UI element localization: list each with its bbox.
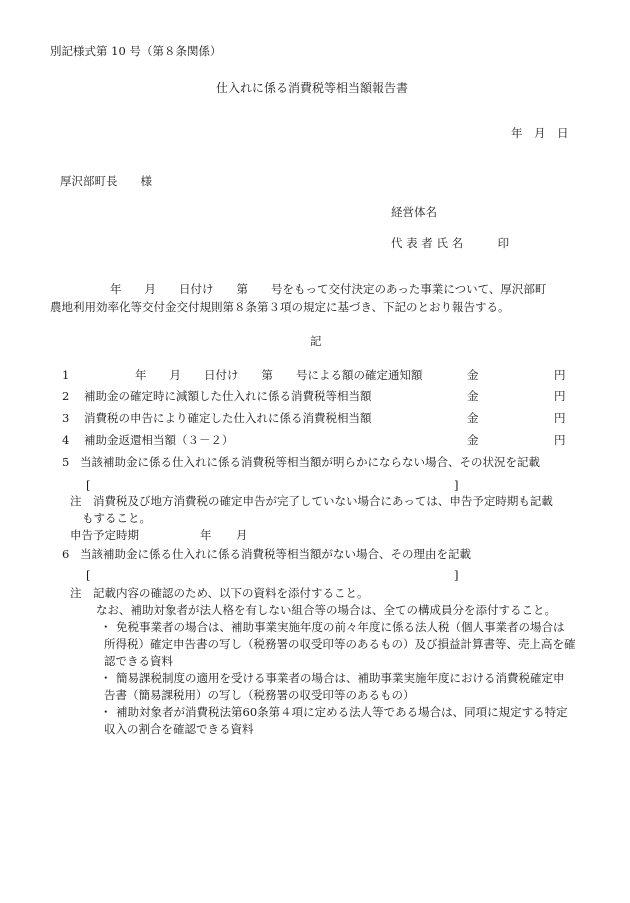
bracket-close: ] bbox=[454, 568, 459, 582]
document-title: 仕入れに係る消費税等相当額報告書 bbox=[216, 81, 409, 95]
bracket-open: [ bbox=[86, 478, 91, 492]
bullet-line: 告書（簡易課税用）の写し（税務署の収受印等のあるもの） bbox=[104, 688, 415, 702]
item-text: 当該補助金に係る仕入れに係る消費税等相当額がない場合、その理由を記載 bbox=[80, 547, 471, 561]
entity-label: 経営体名 bbox=[391, 205, 437, 219]
bullet-line: 簡易課税制度の適用を受ける事業者の場合は、補助事業実施年度における消費税確定申 bbox=[116, 671, 565, 685]
item-yen: 円 bbox=[554, 368, 566, 382]
item-number: 6 bbox=[62, 547, 70, 561]
note-2-line-2: なお、補助対象者が法人格を有しない組合等の場合は、全ての構成員分を添付すること。 bbox=[96, 603, 556, 617]
item-number: 3 bbox=[62, 411, 70, 425]
item-number: 2 bbox=[62, 389, 70, 403]
bullet-line: 免税事業者の場合は、補助事業実施年度の前々年度に係る法人税（個人事業者の場合は bbox=[116, 620, 565, 634]
item-number: 5 bbox=[62, 455, 70, 469]
item-number: 1 bbox=[62, 368, 70, 382]
form-number: 別記様式第 10 号（第８条関係） bbox=[50, 44, 222, 58]
bullet-line: 所得税）確定申告書の写し（税務署の収受印等のあるもの）及び損益計算書等、売上高を確 bbox=[104, 637, 576, 651]
item-text: 補助金返還相当額（３－２） bbox=[84, 433, 234, 447]
body-line-1: 年 月 日付け 第 号をもって交付決定のあった事業について、厚沢部町 bbox=[110, 282, 547, 296]
date-line: 年 月 日 bbox=[511, 126, 569, 140]
item-yen: 円 bbox=[554, 389, 566, 403]
item-text: 当該補助金に係る仕入れに係る消費税等相当額が明らかにならない場合、その状況を記載 bbox=[80, 455, 540, 469]
bullet-line: 補助対象者が消費税法第60条第４項に定める法人等である場合は、同項に規定する特定 bbox=[116, 705, 568, 719]
item-kin: 金 bbox=[467, 433, 479, 447]
note-2-line-1: 注 記載内容の確認のため、以下の資料を添付すること。 bbox=[70, 586, 369, 600]
ki-heading: 記 bbox=[310, 334, 322, 348]
note-1-line-2: もすること。 bbox=[82, 511, 151, 525]
bullet-line: 収入の割合を確認できる資料 bbox=[104, 722, 254, 736]
item-text: 年 月 日付け 第 号による額の確定通知額 bbox=[135, 368, 423, 382]
item-text: 消費税の申告により確定した仕入れに係る消費税相当額 bbox=[84, 411, 372, 425]
item-kin: 金 bbox=[467, 389, 479, 403]
item-yen: 円 bbox=[554, 411, 566, 425]
body-line-2: 農地利用効率化等交付金交付規則第８条第３項の規定に基づき、下記のとおり報告する。 bbox=[50, 300, 510, 314]
bullet-mark: ・ bbox=[100, 671, 112, 685]
item-kin: 金 bbox=[467, 411, 479, 425]
bracket-open: [ bbox=[86, 568, 91, 582]
item-text: 補助金の確定時に減額した仕入れに係る消費税等相当額 bbox=[84, 389, 372, 403]
item-number: 4 bbox=[62, 433, 70, 447]
bullet-mark: ・ bbox=[100, 620, 112, 634]
note-1-line-1: 注 消費税及び地方消費税の確定申告が完了していない場合にあっては、申告予定時期も記載 bbox=[70, 494, 553, 508]
bracket-close: ] bbox=[454, 478, 459, 492]
bullet-line: 認できる資料 bbox=[104, 654, 173, 668]
filing-month-unit: 月 bbox=[236, 528, 248, 542]
bullet-mark: ・ bbox=[100, 705, 112, 719]
filing-label: 申告予定時期 bbox=[70, 528, 139, 542]
item-kin: 金 bbox=[467, 368, 479, 382]
item-yen: 円 bbox=[554, 433, 566, 447]
addressee: 厚沢部町長 様 bbox=[60, 174, 152, 188]
filing-year-unit: 年 bbox=[200, 528, 212, 542]
representative-label: 代 表 者 氏 名 印 bbox=[391, 236, 510, 250]
